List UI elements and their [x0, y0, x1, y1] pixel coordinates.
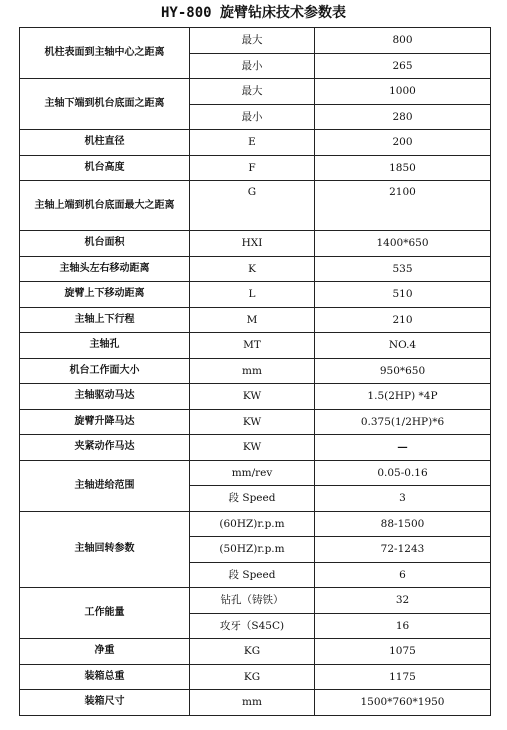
spec-table [19, 27, 491, 716]
row-unit: 最小 [190, 53, 315, 79]
row-unit: F [190, 155, 315, 181]
row-value: NO.4 [315, 333, 491, 359]
row-value: 72-1243 [315, 537, 491, 563]
row-value: 1500*760*1950 [315, 690, 491, 716]
row-label: 主轴进给范围 [20, 460, 190, 511]
row-label: 机台工作面大小 [20, 358, 190, 384]
row-value: 265 [315, 53, 491, 79]
row-value: 800 [315, 28, 491, 54]
row-unit: 攻牙（S45C) [190, 613, 315, 639]
row-unit: KW [190, 435, 315, 461]
row-unit: MT [190, 333, 315, 359]
row-unit: 最大 [190, 79, 315, 105]
row-unit: 最大 [190, 28, 315, 54]
row-unit: 段 Speed [190, 562, 315, 588]
row-value: 280 [315, 104, 491, 130]
table-row [20, 588, 491, 614]
row-label: 主轴回转参数 [20, 511, 190, 588]
row-label: 装箱总重 [20, 664, 190, 690]
table-row [20, 511, 491, 537]
row-value: 1000 [315, 79, 491, 105]
row-unit: KW [190, 409, 315, 435]
table-row [20, 664, 491, 690]
row-value: 1.5(2HP) *4P [315, 384, 491, 410]
table-row [20, 384, 491, 410]
row-label: 夹紧动作马达 [20, 435, 190, 461]
row-value: 16 [315, 613, 491, 639]
table-row [20, 333, 491, 359]
table-row [20, 435, 491, 461]
row-value: 0.05-0.16 [315, 460, 491, 486]
table-row [20, 130, 491, 156]
table-row [20, 155, 491, 181]
row-label: 主轴上端到机台底面最大之距离 [20, 181, 190, 231]
row-unit: 最小 [190, 104, 315, 130]
table-row [20, 358, 491, 384]
table-row [20, 28, 491, 54]
row-label: 主轴上下行程 [20, 307, 190, 333]
row-unit: (60HZ)r.p.m [190, 511, 315, 537]
row-value: 0.375(1/2HP)*6 [315, 409, 491, 435]
table-row [20, 409, 491, 435]
row-label: 主轴下端到机台底面之距离 [20, 79, 190, 130]
table-row [20, 307, 491, 333]
row-value: 1075 [315, 639, 491, 665]
row-unit: 段 Speed [190, 486, 315, 512]
row-value: 6 [315, 562, 491, 588]
row-unit: KG [190, 664, 315, 690]
row-unit: 钻孔（铸铁） [190, 588, 315, 614]
row-value: 1400*650 [315, 231, 491, 257]
table-row [20, 231, 491, 257]
row-unit: mm [190, 690, 315, 716]
row-unit: KG [190, 639, 315, 665]
row-value: 535 [315, 256, 491, 282]
row-label: 机台高度 [20, 155, 190, 181]
row-label: 旋臂升降马达 [20, 409, 190, 435]
row-label: 旋臂上下移动距离 [20, 282, 190, 308]
table-row [20, 690, 491, 716]
row-unit: HXI [190, 231, 315, 257]
row-unit: KW [190, 384, 315, 410]
row-label: 机台面积 [20, 231, 190, 257]
row-value: 3 [315, 486, 491, 512]
row-value: 2100 [315, 181, 491, 231]
table-row [20, 282, 491, 308]
row-value: 1175 [315, 664, 491, 690]
table-row [20, 79, 491, 105]
row-unit: mm/rev [190, 460, 315, 486]
row-label: 净重 [20, 639, 190, 665]
table-row [20, 460, 491, 486]
row-value: 200 [315, 130, 491, 156]
row-unit: L [190, 282, 315, 308]
table-row [20, 639, 491, 665]
page-title: HY-800 旋臂钻床技术参数表 [160, 5, 346, 21]
row-label: 机柱直径 [20, 130, 190, 156]
row-unit: M [190, 307, 315, 333]
row-unit: G [190, 181, 315, 231]
table-row [20, 181, 491, 231]
row-unit: mm [190, 358, 315, 384]
row-value: 32 [315, 588, 491, 614]
table-row [20, 256, 491, 282]
row-value: 88-1500 [315, 511, 491, 537]
row-label: 机柱表面到主轴中心之距离 [20, 28, 190, 79]
row-label: 主轴驱动马达 [20, 384, 190, 410]
row-unit: K [190, 256, 315, 282]
row-value: — [315, 435, 491, 461]
row-value: 210 [315, 307, 491, 333]
row-unit: E [190, 130, 315, 156]
row-label: 工作能量 [20, 588, 190, 639]
row-label: 主轴头左右移动距离 [20, 256, 190, 282]
row-value: 510 [315, 282, 491, 308]
row-label: 装箱尺寸 [20, 690, 190, 716]
row-unit: (50HZ)r.p.m [190, 537, 315, 563]
row-label: 主轴孔 [20, 333, 190, 359]
row-value: 950*650 [315, 358, 491, 384]
row-value: 1850 [315, 155, 491, 181]
